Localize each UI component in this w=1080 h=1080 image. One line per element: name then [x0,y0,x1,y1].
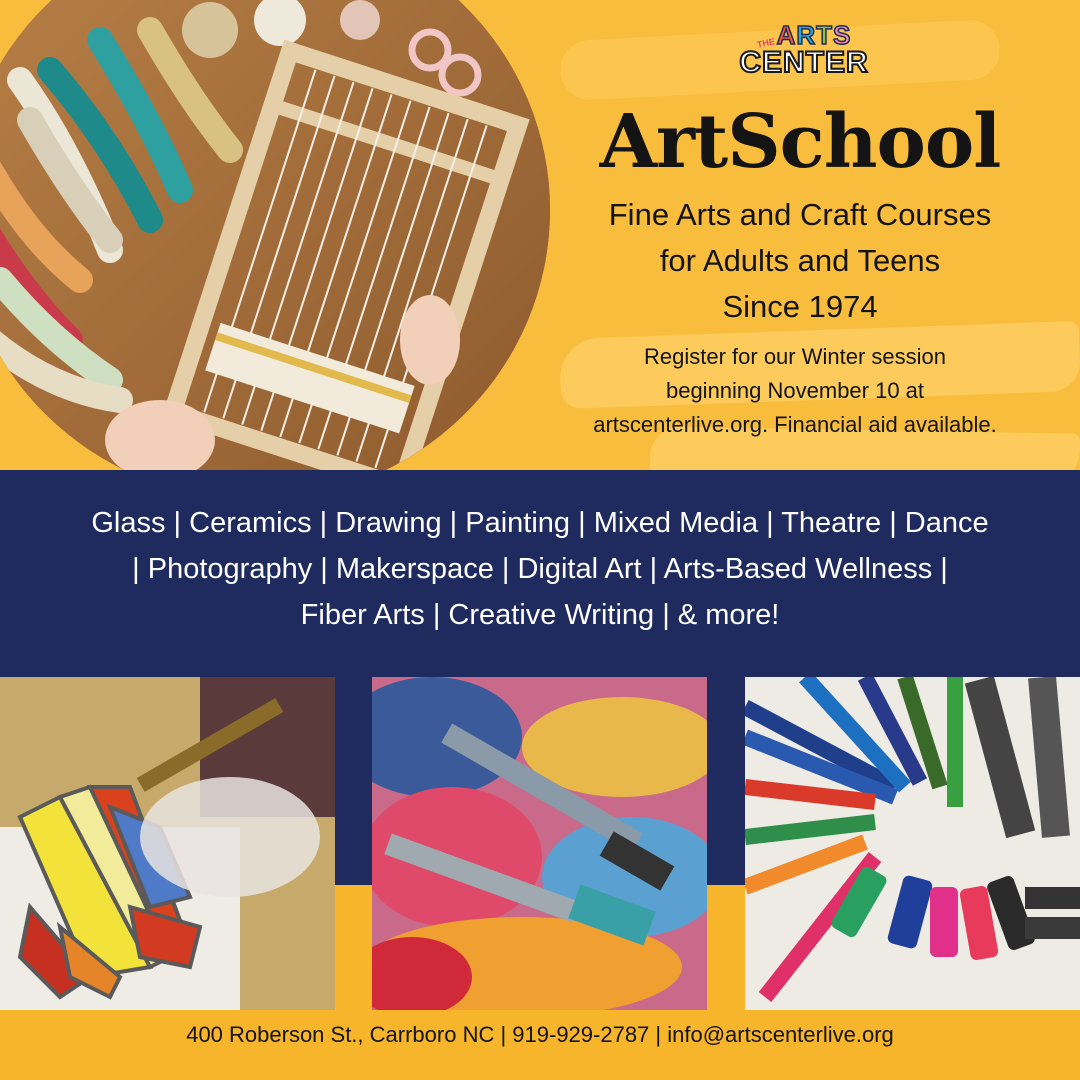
course-list [20,500,1060,638]
register-line: Register for our Winter session [644,344,946,369]
subtitle-line: for Adults and Teens [659,243,941,278]
stained-glass-photo [0,677,335,1010]
page-title: ArtSchool [599,99,1001,185]
subtitle [540,192,1060,330]
course-list-line: | Photography | Makerspace | Digital Art | Arts-Based Wellness | [132,553,948,585]
logo-center: CENTER [739,46,869,79]
logo-the: THE [755,36,776,50]
logo-arts: ARTS [776,20,852,50]
subtitle-line: Since 1974 [722,289,878,324]
paint-brushes-photo [372,677,707,1010]
register-line: beginning November 10 at [665,378,925,403]
arts-center-logo [734,22,874,92]
colored-pencils-photo [745,677,1080,1010]
contact-footer: 400 Roberson St., Carrboro NC | 919-929-2787 | info@artscenterlive.org [186,1022,894,1047]
course-list-line: Fiber Arts | Creative Writing | & more! [300,599,780,631]
subtitle-line: Fine Arts and Craft Courses [608,197,992,232]
registration-info [530,340,1060,442]
course-list-line: Glass | Ceramics | Drawing | Painting | Mixed Media | Theatre | Dance [91,507,989,539]
register-line: artscenterlive.org. Financial aid available. [593,412,997,437]
